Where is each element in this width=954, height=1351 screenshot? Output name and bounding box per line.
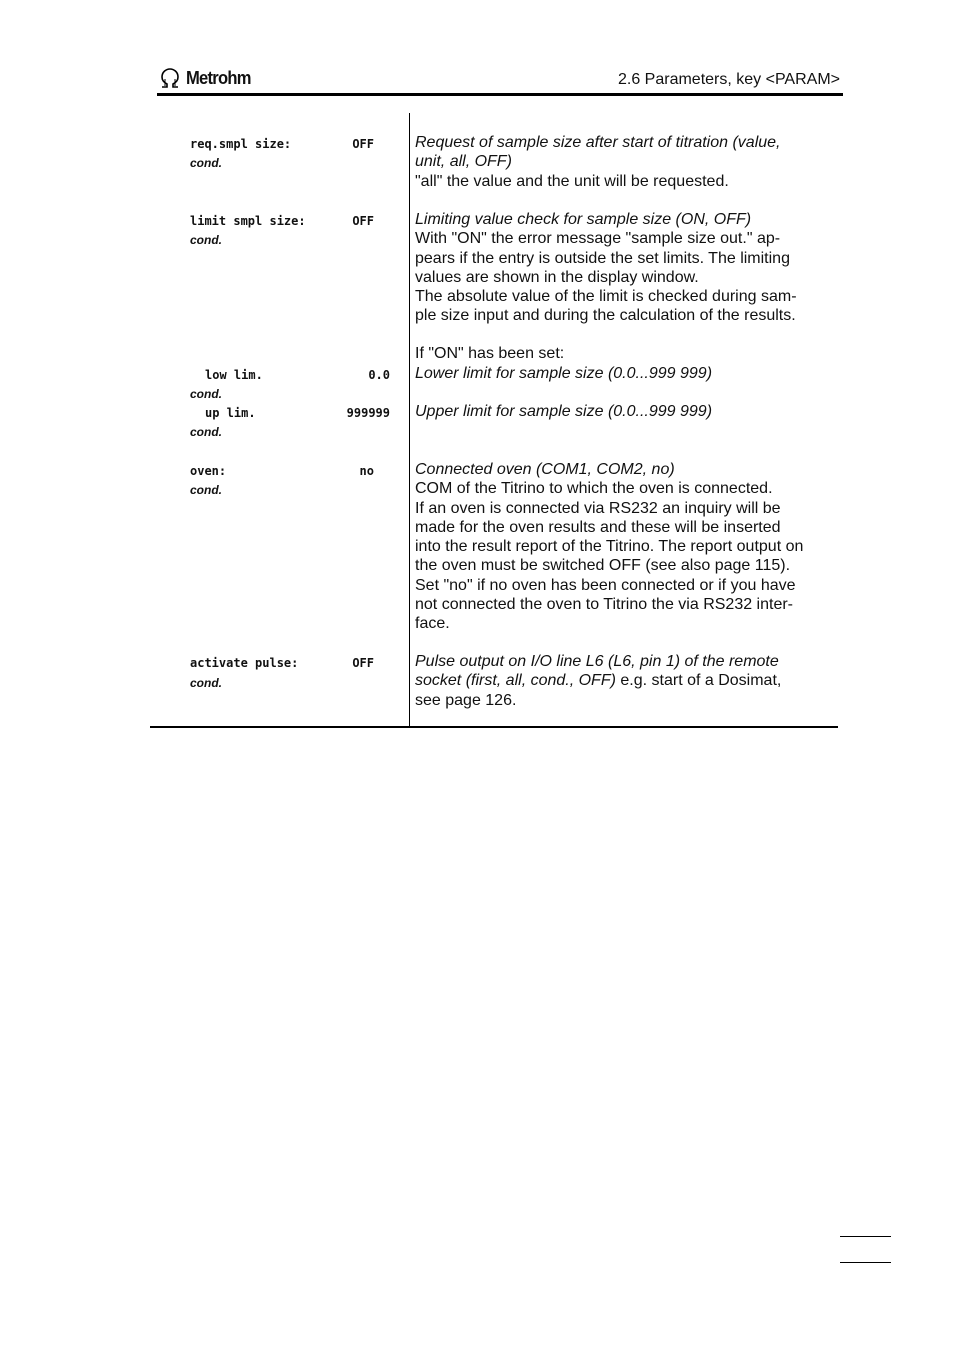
- desc-line: not connected the oven to Titrino the via RS232 inter-: [415, 596, 794, 614]
- param-description: [415, 133, 840, 191]
- desc-line: Lower limit for sample size (0.0...999 999): [415, 365, 713, 382]
- desc-line: COM of the Titrino to which the oven is connected.: [415, 480, 773, 498]
- param-name-low-lim: low lim.: [205, 368, 263, 382]
- desc-line: Upper limit for sample size (0.0...999 999): [415, 403, 713, 420]
- desc-line: Request of sample size after start of titration (value,: [415, 134, 781, 151]
- desc-line: The absolute value of the limit is checked during sam-: [415, 288, 797, 306]
- param-description: [415, 210, 840, 326]
- logo-text: Metrohm: [186, 67, 251, 88]
- if-on-note: If "ON" has been set:: [415, 345, 565, 362]
- param-value-oven: no: [359, 464, 374, 478]
- param-cond: cond.: [190, 425, 222, 439]
- desc-line: into the result report of the Titrino. The report output on: [415, 538, 804, 556]
- desc-line: pears if the entry is outside the set limits. The limiting: [415, 249, 790, 267]
- param-value-low-lim: 0.0: [368, 368, 390, 382]
- footer-rule-bottom: [840, 1262, 891, 1263]
- param-value-req-smpl-size: OFF: [352, 137, 374, 151]
- desc-line: face.: [415, 615, 450, 633]
- param-cond: cond.: [190, 483, 222, 497]
- param-cond: cond.: [190, 676, 222, 690]
- footer-rule-top: [840, 1236, 891, 1237]
- desc-line: With "ON" the error message "sample size out." ap-: [415, 230, 781, 248]
- column-divider: [409, 113, 410, 728]
- desc-italic-part: socket (first, all, cond., OFF): [415, 672, 616, 690]
- param-value-activate-pulse: OFF: [352, 656, 374, 670]
- desc-line: made for the oven results and these will be inserted: [415, 518, 781, 536]
- desc-line: the oven must be switched OFF (see also page 115).: [415, 557, 791, 575]
- desc-line: values are shown in the display window.: [415, 268, 699, 286]
- desc-line: Pulse output on I/O line L6 (L6, pin 1) of the remote: [415, 653, 779, 670]
- param-name-req-smpl-size: req.smpl size:: [190, 137, 292, 151]
- param-name-limit-smpl-size: limit smpl size:: [190, 214, 306, 228]
- param-value-up-lim: 999999: [346, 406, 390, 420]
- param-name-oven: oven:: [190, 464, 227, 478]
- param-value-limit-smpl-size: OFF: [352, 214, 374, 228]
- desc-line: [415, 671, 840, 690]
- desc-line: Connected oven (COM1, COM2, no): [415, 461, 675, 478]
- table-bottom-rule: [150, 726, 838, 728]
- param-cond: cond.: [190, 156, 222, 170]
- section-title: 2.6 Parameters, key <PARAM>: [617, 71, 840, 88]
- param-cond: cond.: [190, 233, 222, 247]
- desc-line: If an oven is connected via RS232 an inquiry will be: [415, 499, 781, 517]
- param-name-activate-pulse: activate pulse:: [190, 656, 299, 670]
- desc-line: ple size input and during the calculation of the results.: [415, 307, 796, 325]
- header-rule: [157, 93, 843, 96]
- desc-line: unit, all, OFF): [415, 153, 512, 171]
- param-description: [415, 652, 840, 710]
- desc-plain-part: e.g. start of a Dosimat,: [615, 672, 782, 690]
- desc-line: see page 126.: [415, 691, 517, 709]
- param-cond: cond.: [190, 387, 222, 401]
- metrohm-logo: [158, 66, 256, 90]
- param-description: [415, 460, 840, 634]
- desc-line: Limiting value check for sample size (ON, OFF): [415, 211, 752, 228]
- param-name-up-lim: up lim.: [205, 406, 256, 420]
- param-description: [415, 364, 840, 383]
- omega-icon: [158, 67, 182, 89]
- desc-line: Set "no" if no oven has been connected or if you have: [415, 576, 796, 594]
- desc-line: "all" the value and the unit will be requested.: [415, 172, 729, 190]
- param-description: [415, 402, 840, 421]
